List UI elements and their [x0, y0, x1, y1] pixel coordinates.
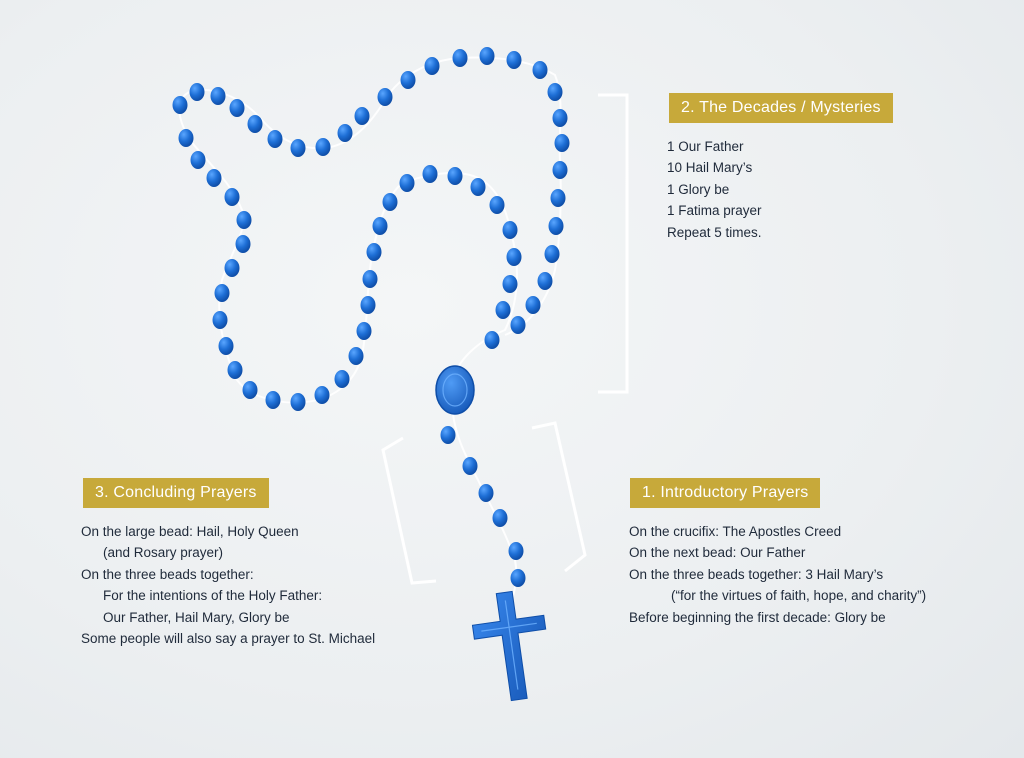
bead: [373, 217, 388, 235]
bead: [383, 193, 398, 211]
bead: [268, 130, 283, 148]
concluding-line: On the large bead: Hail, Holy Queen: [81, 524, 299, 539]
decades-line: 10 Hail Mary’s: [667, 160, 753, 176]
decades-line: 1 Glory be: [667, 181, 730, 197]
bead: [400, 174, 415, 192]
bead: [479, 484, 494, 502]
concluding-line: For the intentions of the Holy Father:: [103, 588, 323, 604]
introductory-line: On the three beads together: 3 Hail Mary’s: [629, 566, 884, 582]
bead: [338, 124, 353, 142]
bead: [228, 361, 243, 379]
bead: [441, 426, 456, 444]
decades-text: [667, 136, 762, 243]
concluding-line: On the three beads together:: [81, 566, 254, 582]
bead: [401, 71, 416, 89]
intro-bracket-left: [383, 438, 436, 583]
decades-line: 1 Our Father: [667, 139, 744, 154]
centerpiece-medal: [436, 366, 474, 414]
introductory-line: Before beginning the first decade: Glory be: [629, 609, 886, 625]
concluding-line: Our Father, Hail Mary, Glory be: [103, 609, 290, 625]
decade-beads: [173, 47, 570, 411]
bead: [423, 165, 438, 183]
bead: [291, 139, 306, 157]
bead: [496, 301, 511, 319]
bead: [173, 96, 188, 114]
bead: [511, 569, 526, 587]
bead: [463, 457, 478, 475]
bead: [485, 331, 500, 349]
bead: [291, 393, 306, 411]
intro-bracket-right: [532, 423, 585, 571]
bead: [237, 211, 252, 229]
bead: [378, 88, 393, 106]
bead: [316, 138, 331, 156]
bead: [363, 270, 378, 288]
bead: [503, 221, 518, 239]
bead: [533, 61, 548, 79]
bead: [548, 83, 563, 101]
bead: [490, 196, 505, 214]
bead: [551, 189, 566, 207]
decades-bracket: [598, 95, 627, 392]
introductory-title: 1. Introductory Prayers: [630, 478, 820, 508]
bead: [538, 272, 553, 290]
crucifix-icon: [469, 588, 555, 705]
bead: [355, 107, 370, 125]
bead: [448, 167, 463, 185]
bead: [230, 99, 245, 117]
bead: [425, 57, 440, 75]
bead: [243, 381, 258, 399]
bead: [225, 259, 240, 277]
decades-line: Repeat 5 times.: [667, 224, 762, 240]
bead: [555, 134, 570, 152]
concluding-text: [81, 521, 375, 649]
concluding-line: Some people will also say a prayer to St. Michael: [81, 631, 376, 647]
introductory-line: (“for the virtues of faith, hope, and charity”): [671, 588, 927, 604]
bead: [526, 296, 541, 314]
introductory-line: On the next bead: Our Father: [629, 545, 806, 561]
bead: [553, 109, 568, 127]
bead: [190, 83, 205, 101]
bead: [266, 391, 281, 409]
bead: [549, 217, 564, 235]
introductory-line: On the crucifix: The Apostles Creed: [629, 524, 842, 539]
bead: [511, 316, 526, 334]
decades-line: 1 Fatima prayer: [667, 203, 762, 219]
bead: [179, 129, 194, 147]
bead: [191, 151, 206, 169]
bead: [553, 161, 568, 179]
decades-title: 2. The Decades / Mysteries: [669, 93, 893, 123]
bead: [315, 386, 330, 404]
bead: [509, 542, 524, 560]
bead: [367, 243, 382, 261]
bead: [236, 235, 251, 253]
bead: [507, 51, 522, 69]
bead: [248, 115, 263, 133]
bead: [335, 370, 350, 388]
bead: [480, 47, 495, 65]
bead: [213, 311, 228, 329]
bead: [545, 245, 560, 263]
bead: [493, 509, 508, 527]
bead: [215, 284, 230, 302]
bead: [211, 87, 226, 105]
bead: [207, 169, 222, 187]
bead: [219, 337, 234, 355]
bead: [507, 248, 522, 266]
concluding-line: (and Rosary prayer): [103, 545, 224, 561]
pendant-beads: [441, 426, 526, 587]
bead: [357, 322, 372, 340]
bead: [471, 178, 486, 196]
bead: [349, 347, 364, 365]
concluding-title: 3. Concluding Prayers: [83, 478, 269, 508]
bead: [453, 49, 468, 67]
bead: [503, 275, 518, 293]
bead: [361, 296, 376, 314]
bead: [225, 188, 240, 206]
introductory-text: [629, 521, 926, 628]
